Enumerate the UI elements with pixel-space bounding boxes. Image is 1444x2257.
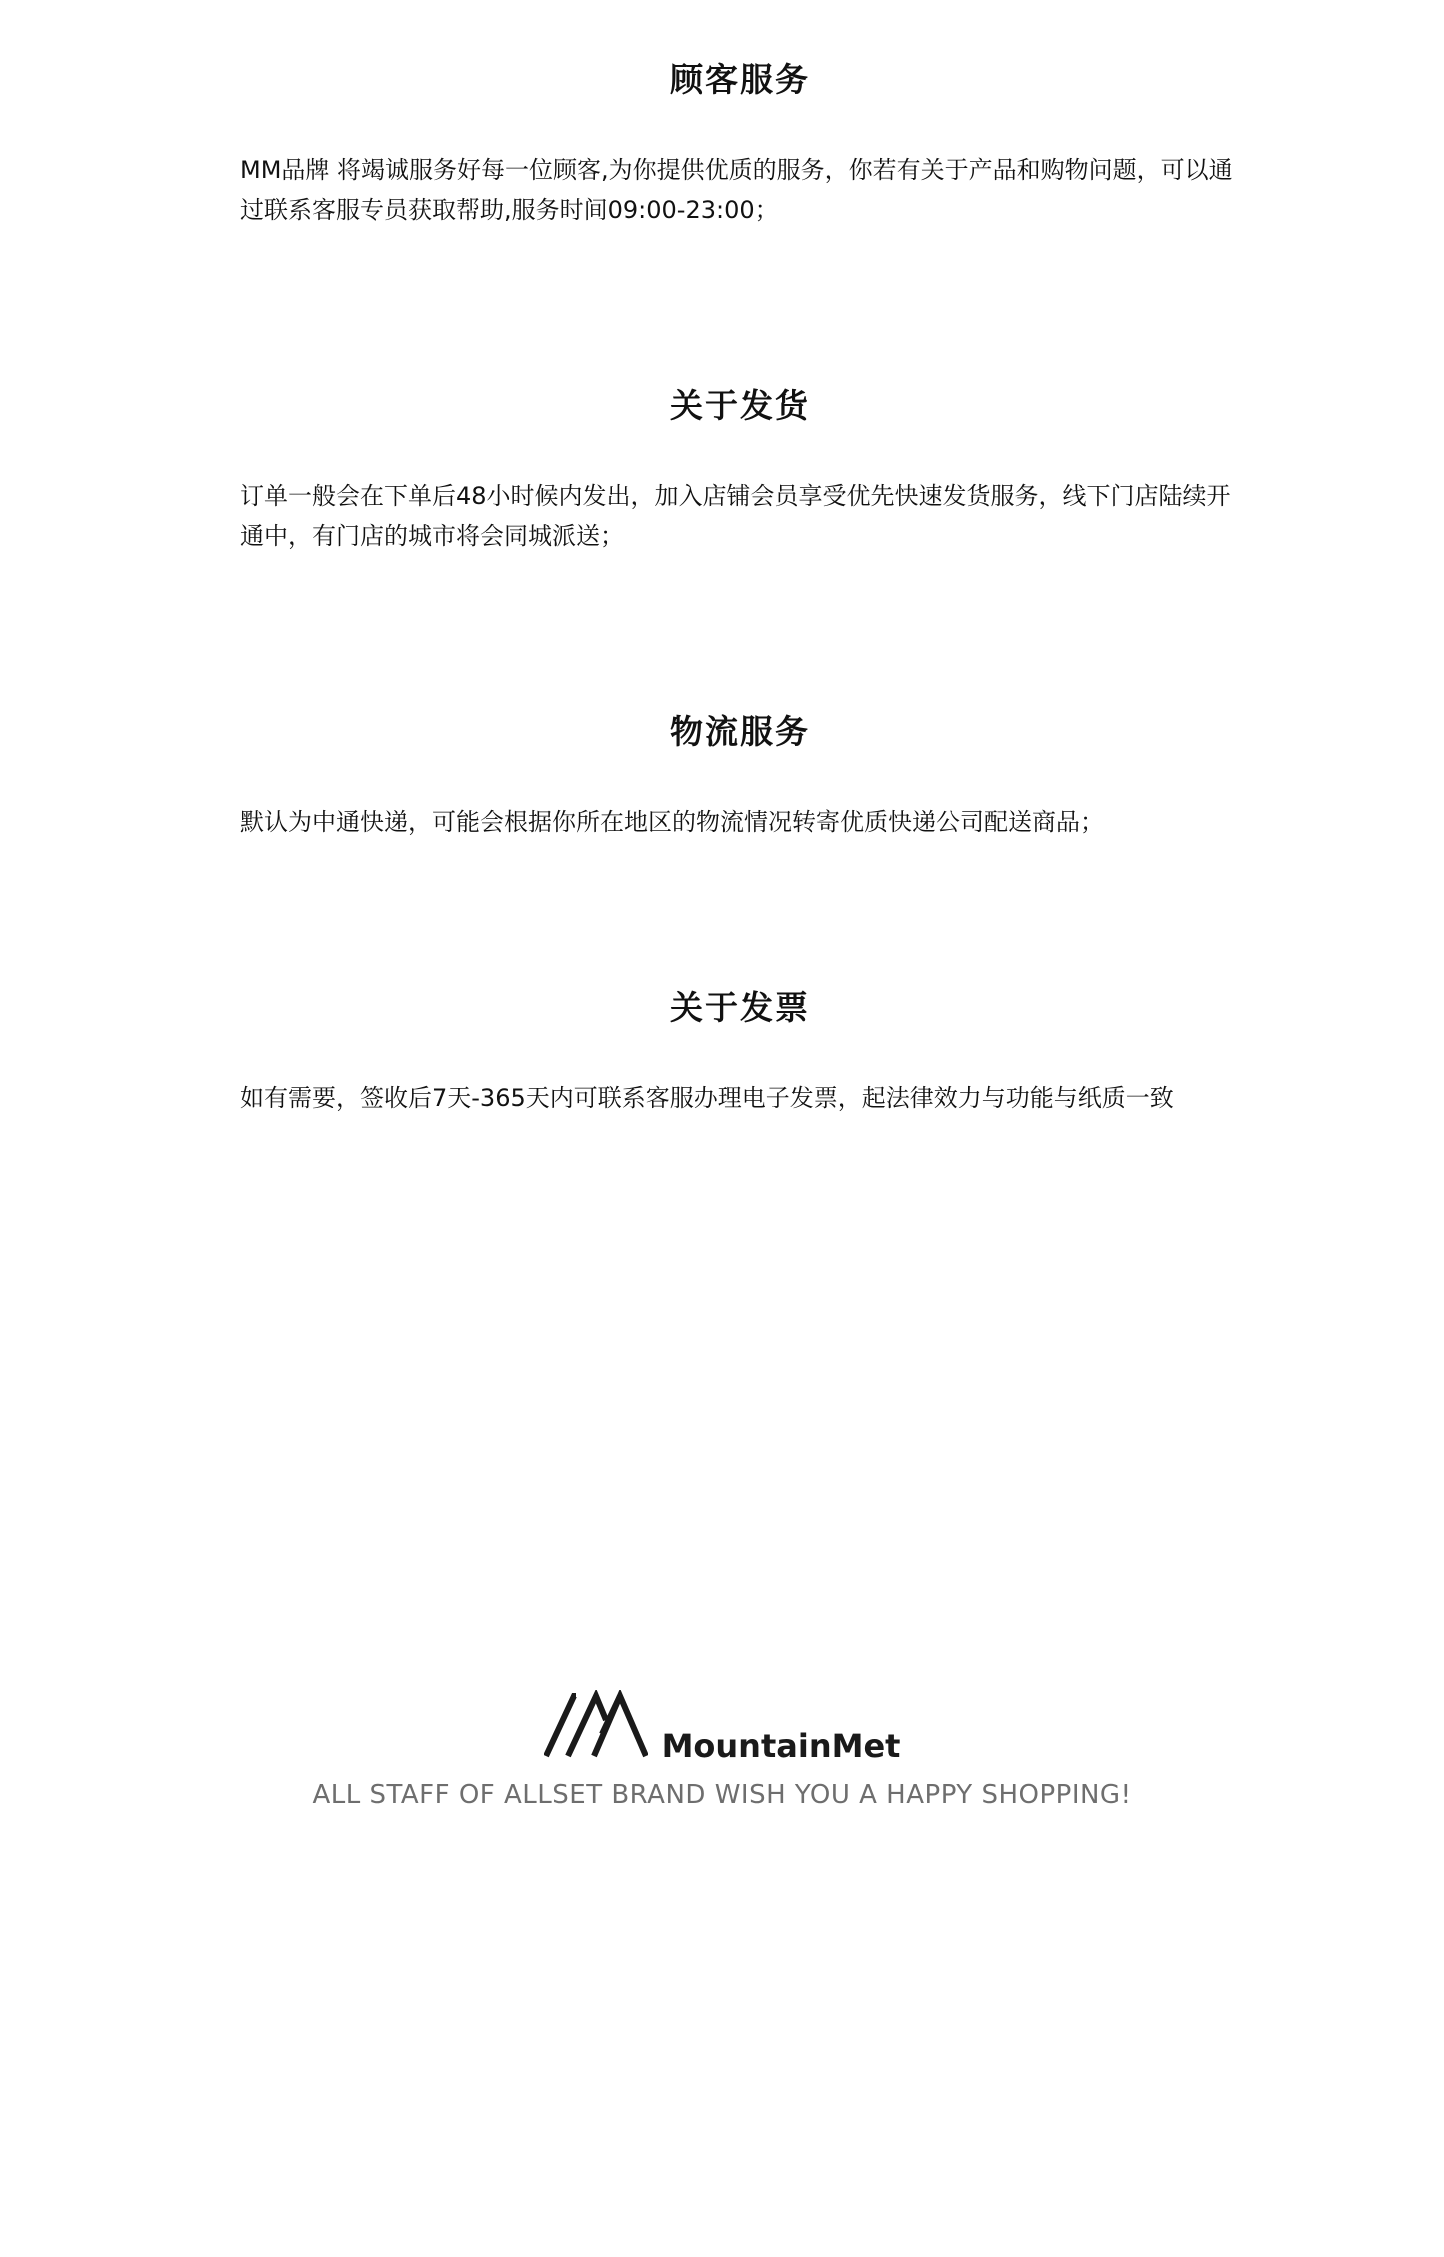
brand-lockup <box>0 1680 1444 1765</box>
section-body: 订单一般会在下单后48小时候内发出，加入店铺会员享受优先快速发货服务，线下门店陆续开通中，有门店的城市将会同城派送； <box>240 482 1231 550</box>
footer <box>0 1680 1444 1812</box>
section-customer-service <box>240 58 1240 230</box>
section-title: 顾客服务 <box>670 60 810 99</box>
section-title: 关于发票 <box>670 988 810 1027</box>
mountain-lines-logo-icon <box>544 1690 648 1760</box>
section-logistics <box>240 710 1240 842</box>
section-shipping <box>240 384 1240 556</box>
section-title: 物流服务 <box>670 712 810 751</box>
brand-name: MountainMet <box>661 1727 901 1765</box>
section-body: MM品牌 将竭诚服务好每一位顾客,为你提供优质的服务，你若有关于产品和购物问题，可以通过联系客服专员获取帮助,服务时间09:00-23:00； <box>240 156 1233 224</box>
section-body: 如有需要，签收后7天-365天内可联系客服办理电子发票，起法律效力与功能与纸质一致 <box>240 1084 1174 1112</box>
section-title: 关于发货 <box>670 386 810 425</box>
section-invoice <box>240 986 1240 1118</box>
section-body: 默认为中通快递，可能会根据你所在地区的物流情况转寄优质快递公司配送商品； <box>240 808 1104 836</box>
footer-tagline: ALL STAFF OF ALLSET BRAND WISH YOU A HAPPY SHOPPING! <box>312 1780 1132 1810</box>
